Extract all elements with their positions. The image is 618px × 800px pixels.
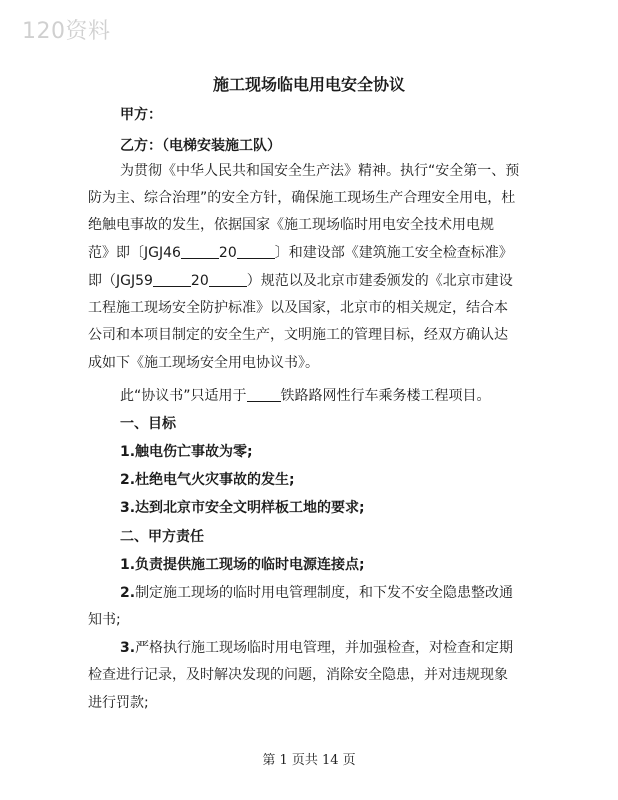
scope-post: 铁路路网性行车乘务楼工程项目。 <box>280 388 491 404</box>
item-number: 3. <box>120 640 136 656</box>
section-1-item-1: 1.触电伤亡事故为零; <box>120 444 253 460</box>
intro-line-4-b: 20 <box>218 245 237 261</box>
item-number: 2. <box>120 585 136 601</box>
section-1-item-2: 2.杜绝电气火灾事故的发生; <box>120 472 295 488</box>
watermark-logo: 120资料 <box>22 19 111 44</box>
section-2-heading: 二、甲方责任 <box>120 529 204 545</box>
section-2-item-2-cont: 知书; <box>88 612 121 628</box>
intro-line-5-a: 即（JGJ59 <box>88 273 153 289</box>
item-3-text-1: 严格执行施工现场临时用电管理，并加强检查，对检查和定期 <box>135 640 514 656</box>
fill-blank <box>153 272 191 287</box>
party-b-label: 乙方：（电梯安装施工队） <box>120 138 281 154</box>
intro-line-3: 绝触电事故的发生，依据国家《施工现场临时用电安全技术用电规 <box>88 217 494 233</box>
intro-line-5-b: 20 <box>190 273 209 289</box>
section-2-item-3-cont-1: 检查进行记录，及时解决发现的问题，消除安全隐患，并对违规现象 <box>88 667 508 683</box>
fill-blank <box>247 387 281 402</box>
scope-pre: 此“协议书”只适用于 <box>120 388 247 404</box>
party-a-label: 甲方： <box>120 107 162 123</box>
intro-line-2: 防为主、综合治理”的安全方针，确保施工现场生产合理安全用电，杜 <box>88 190 516 206</box>
intro-line-4-a: 范》即〔JGJ46 <box>88 245 181 261</box>
section-2-item-3-cont-2: 进行罚款; <box>88 695 149 711</box>
fill-blank <box>237 244 275 259</box>
section-2-item-3 <box>120 637 513 659</box>
item-2-text-1: 制定施工现场的临时用电管理制度，和下发不安全隐患整改通 <box>135 585 514 601</box>
scope-line <box>120 385 491 407</box>
section-2-item-2 <box>120 582 513 604</box>
fill-blank <box>209 272 247 287</box>
fill-blank <box>181 244 219 259</box>
intro-line-5 <box>88 270 513 292</box>
intro-line-8: 成如下《施工现场安全用电协议书》。 <box>88 355 319 371</box>
intro-line-4 <box>88 242 513 264</box>
intro-line-1: 为贯彻《中华人民共和国安全生产法》精神。执行“安全第一、预 <box>120 163 520 179</box>
document-title: 施工现场临电用电安全协议 <box>212 75 405 94</box>
intro-line-6: 工程施工现场安全防护标准》以及国家，北京市的相关规定，结合本 <box>88 300 508 316</box>
intro-line-5-c: ）规范以及北京市建委颁发的《北京市建设 <box>246 273 513 289</box>
section-2-item-1: 1.负责提供施工现场的临时电源连接点; <box>120 557 365 573</box>
page-footer: 第 1 页共 14 页 <box>262 753 356 768</box>
section-1-heading: 一、目标 <box>120 416 176 432</box>
section-1-item-3: 3.达到北京市安全文明样板工地的要求; <box>120 500 365 516</box>
intro-line-7: 公司和本项目制定的安全生产，文明施工的管理目标，经双方确认达 <box>88 327 508 343</box>
intro-line-4-c: 〕和建设部《建筑施工安全检查标准》 <box>274 245 513 261</box>
